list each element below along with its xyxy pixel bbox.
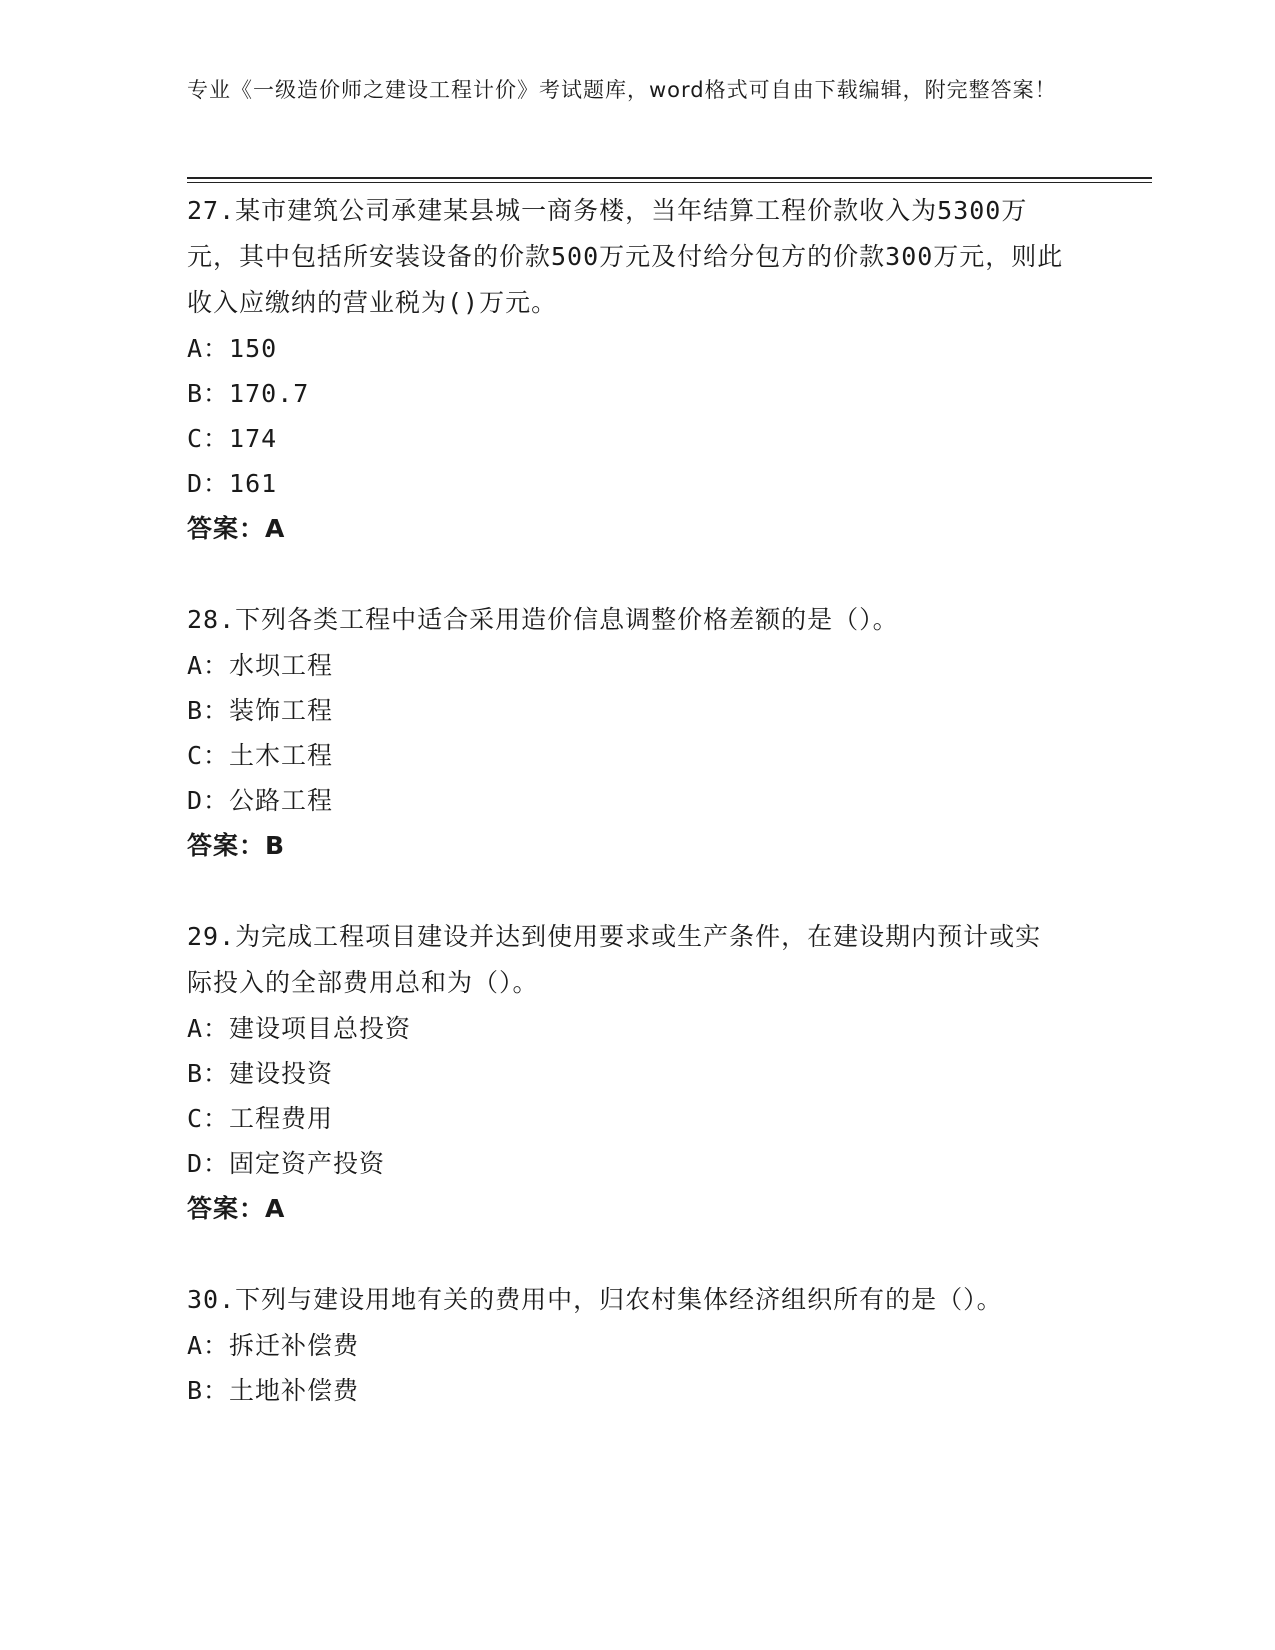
document-header: 专业《一级造价师之建设工程计价》考试题库，word格式可自由下载编辑，附完整答案！ [187, 78, 1057, 102]
option-a: A：拆迁补偿费 [187, 1331, 360, 1360]
question-30 [187, 1277, 1087, 1413]
option-a: A：建设项目总投资 [187, 1014, 412, 1043]
question-stem: 29.为完成工程项目建设并达到使用要求或生产条件，在建设期内预计或实际投入的全部费用总和为（）。 [187, 922, 1042, 997]
option-c: C：工程费用 [187, 1104, 334, 1133]
answer-line: 答案：A [187, 1194, 286, 1223]
option-a: A：150 [187, 334, 278, 363]
option-d: D：固定资产投资 [187, 1149, 386, 1178]
option-b: B：土地补偿费 [187, 1376, 360, 1405]
question-29 [187, 914, 1087, 1232]
option-c: C：土木工程 [187, 741, 334, 770]
question-27 [187, 188, 1087, 552]
option-d: D：161 [187, 469, 278, 498]
answer-line: 答案：B [187, 831, 286, 860]
option-d: D：公路工程 [187, 786, 334, 815]
question-stem: 28.下列各类工程中适合采用造价信息调整价格差额的是（）。 [187, 605, 899, 634]
option-c: C：174 [187, 424, 278, 453]
header-divider-thin [187, 182, 1152, 183]
option-b: B：装饰工程 [187, 696, 334, 725]
option-b: B：建设投资 [187, 1059, 334, 1088]
option-a: A：水坝工程 [187, 651, 334, 680]
question-stem: 27.某市建筑公司承建某县城一商务楼，当年结算工程价款收入为5300万元，其中包括所安装设备的价款500万元及付给分包方的价款300万元，则此收入应缴纳的营业税为()万元。 [187, 196, 1064, 317]
question-stem: 30.下列与建设用地有关的费用中，归农村集体经济组织所有的是（）。 [187, 1285, 1003, 1314]
question-list [187, 188, 1087, 1458]
answer-line: 答案：A [187, 514, 286, 543]
question-28 [187, 597, 1087, 869]
option-b: B：170.7 [187, 379, 310, 408]
header-divider-thick [187, 177, 1152, 179]
